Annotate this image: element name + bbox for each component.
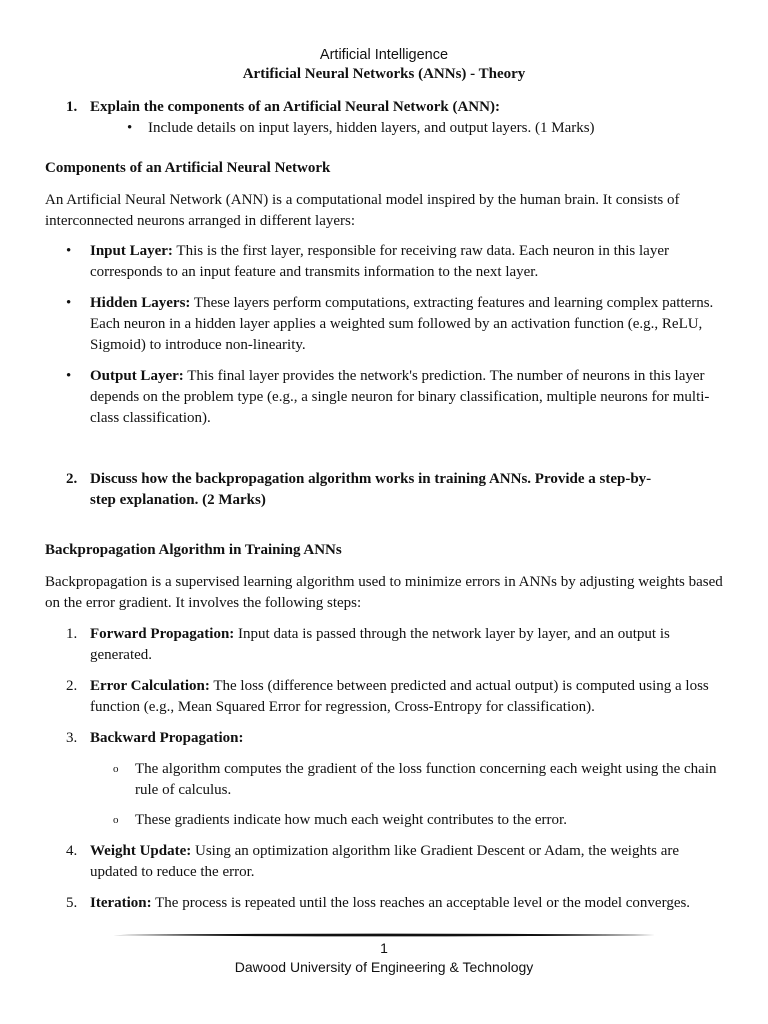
- question-1-subpoint-text: Include details on input layers, hidden layers, and output layers. (1 Marks): [148, 120, 595, 136]
- desc-iteration: The process is repeated until the loss reaches an acceptable level or the model converges.: [151, 895, 691, 911]
- desc-weight-update: Using an optimization algorithm like Gradient Descent or Adam, the weights are updated to reduce the error.: [90, 843, 680, 880]
- step-number: 4.: [66, 843, 78, 859]
- question-2-number: 2.: [66, 471, 78, 487]
- step-number: 3.: [66, 730, 78, 746]
- circle-bullet-icon: o: [113, 814, 119, 826]
- desc-forward-propagation: Input data is passed through the network layer by layer, and an output is generated.: [90, 626, 670, 663]
- desc-output-layer: This final layer provides the network's prediction. The number of neurons in this layer depends on the problem type (e.g., a single neuron for binary classification, multiple neurons for multi-class classification).: [90, 368, 710, 426]
- substep-gradient-text: The algorithm computes the gradient of the loss function concerning each weight using the chain rule of calculus.: [135, 761, 717, 798]
- section-1-intro: An Artificial Neural Network (ANN) is a computational model inspired by the human brain. It consists of interconnected neurons arranged in different layers:: [45, 192, 680, 229]
- section-2-heading: Backpropagation Algorithm in Training ANNs: [45, 542, 342, 558]
- step-number: 5.: [66, 895, 78, 911]
- term-error-calculation: Error Calculation:: [90, 678, 210, 694]
- desc-hidden-layers: These layers perform computations, extracting features and learning complex patterns. Each neuron in a hidden layer applies a weighted sum followed by an activation function (e.g., ReLU, Sigmoid) to introduce non-linearity.: [90, 295, 714, 353]
- footer-institution: Dawood University of Engineering & Technology: [234, 959, 534, 975]
- question-1-text: Explain the components of an Artificial Neural Network (ANN):: [90, 99, 500, 115]
- term-hidden-layers: Hidden Layers:: [90, 295, 191, 311]
- bullet-dot: •: [66, 243, 72, 259]
- document-title: Artificial Neural Networks (ANNs) - Theory: [242, 66, 526, 82]
- term-backward-propagation: Backward Propagation:: [90, 730, 244, 746]
- page-number: 1: [380, 940, 388, 956]
- substep-contribution-text: These gradients indicate how much each weight contributes to the error.: [135, 812, 567, 828]
- question-1-number: 1.: [66, 99, 78, 115]
- document-subject: Artificial Intelligence: [319, 47, 449, 63]
- step-number: 1.: [66, 626, 78, 642]
- term-input-layer: Input Layer:: [90, 243, 173, 259]
- section-2-intro: Backpropagation is a supervised learning algorithm used to minimize errors in ANNs by adjusting weights based on the error gradient. It involves the following steps:: [45, 574, 723, 611]
- bullet-dot: •: [66, 368, 72, 384]
- desc-error-calculation: The loss (difference between predicted and actual output) is computed using a loss function (e.g., Mean Squared Error for regression, Cross-Entropy for classification).: [90, 678, 709, 715]
- footer-divider: [113, 931, 655, 939]
- question-2-text: Discuss how the backpropagation algorithm works in training ANNs. Provide a step-by-step explanation. (2 Marks): [90, 471, 652, 508]
- bullet-dot: •: [127, 120, 133, 136]
- section-1-heading: Components of an Artificial Neural Network: [45, 160, 331, 176]
- bullet-dot: •: [66, 295, 72, 311]
- term-weight-update: Weight Update:: [90, 843, 192, 859]
- term-forward-propagation: Forward Propagation:: [90, 626, 235, 642]
- term-output-layer: Output Layer:: [90, 368, 184, 384]
- circle-bullet-icon: o: [113, 763, 119, 775]
- step-number: 2.: [66, 678, 78, 694]
- term-iteration: Iteration:: [90, 895, 152, 911]
- desc-input-layer: This is the first layer, responsible for receiving raw data. Each neuron in this layer corresponds to an input feature and transmits information to the next layer.: [90, 243, 669, 280]
